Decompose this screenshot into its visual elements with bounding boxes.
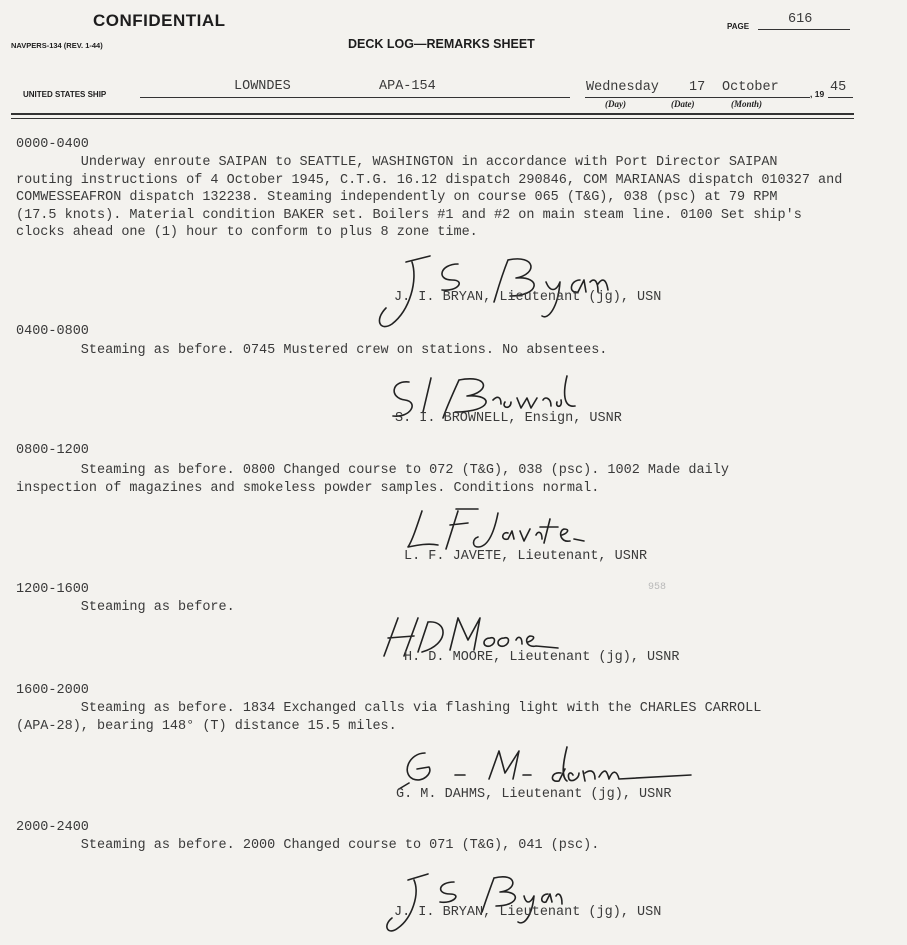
watch-remarks: Underway enroute SAIPAN to SEATTLE, WASHINGTON in accordance with Port Director SAIPAN routing instructions of 4 October 1945, C.T.G. 16.12 dispatch 290846, COM MARIANAS dispatch 010327 and COMWESSEAFRON dispatch 132238. Steaming independently on course 065 (T&G), 038 (psc) at 79 RPM (17.5 knots). Material condition BAKER set. Boilers #1 and #2 on main steam line. 0100 Set ship's clocks ahead one (1) hour to conform to plus 8 zone time. — [16, 155, 843, 240]
page-label: PAGE — [727, 22, 750, 31]
header-rule-top — [11, 113, 854, 115]
watch-remarks: Steaming as before. 2000 Changed course to 071 (T&G), 041 (psc). — [16, 838, 600, 853]
year-underline — [828, 97, 853, 98]
page-number-underline — [758, 29, 850, 30]
watch-period: 0800-1200 — [16, 443, 89, 458]
watch-period: 1200-1600 — [16, 582, 89, 597]
watch-period: 1600-2000 — [16, 683, 89, 698]
watch-period: 0000-0400 — [16, 137, 89, 152]
ship-name: LOWNDES — [234, 79, 291, 94]
hull-number: APA-154 — [379, 79, 436, 94]
classification-label: CONFIDENTIAL — [93, 11, 226, 30]
watch-period: 2000-2400 — [16, 820, 89, 835]
watch-period: 0400-0800 — [16, 324, 89, 339]
officer-signature-block: G. M. DAHMS, Lieutenant (jg), USNR — [396, 787, 672, 802]
officer-signature-block: S. I. BROWNELL, Ensign, USNR — [395, 411, 622, 426]
watch-remarks: Steaming as before. 1834 Exchanged calls via flashing light with the CHARLES CARROLL (APA-28), bearing 148° (T) distance 15.5 miles. — [16, 701, 762, 734]
ship-underline — [140, 97, 570, 98]
year-prefix: , 19 — [810, 89, 825, 99]
officer-signature-block: L. F. JAVETE, Lieutenant, USNR — [404, 549, 648, 564]
date-underline — [585, 97, 810, 98]
header-rule-bottom — [11, 118, 854, 119]
watch-remarks: Steaming as before. — [16, 600, 235, 615]
officer-signature-block: J. I. BRYAN, Lieutenant (jg), USN — [394, 290, 662, 305]
officer-signature-block: J. I. BRYAN, Lieutenant (jg), USN — [394, 905, 662, 920]
date-label: (Date) — [671, 99, 695, 109]
faint-stamp: 958 — [648, 582, 667, 593]
log-month: October — [722, 80, 779, 95]
form-number: NAVPERS-134 (REV. 1-44) — [11, 41, 103, 50]
page-number: 616 — [788, 12, 813, 27]
day-label: (Day) — [605, 99, 626, 109]
log-date: 17 — [689, 80, 706, 95]
signature — [395, 743, 700, 793]
ship-label: UNITED STATES SHIP — [23, 90, 107, 99]
watch-remarks: Steaming as before. 0800 Changed course to 072 (T&G), 038 (psc). 1002 Made daily inspection of magazines and smokeless powder samples. Conditions normal. — [16, 463, 729, 496]
month-label: (Month) — [731, 99, 763, 109]
document-title: DECK LOG—REMARKS SHEET — [348, 37, 535, 51]
watch-remarks: Steaming as before. 0745 Mustered crew on stations. No absentees. — [16, 343, 608, 358]
year-suffix: 45 — [830, 80, 847, 95]
log-day: Wednesday — [586, 80, 659, 95]
officer-signature-block: H. D. MOORE, Lieutenant (jg), USNR — [404, 650, 680, 665]
